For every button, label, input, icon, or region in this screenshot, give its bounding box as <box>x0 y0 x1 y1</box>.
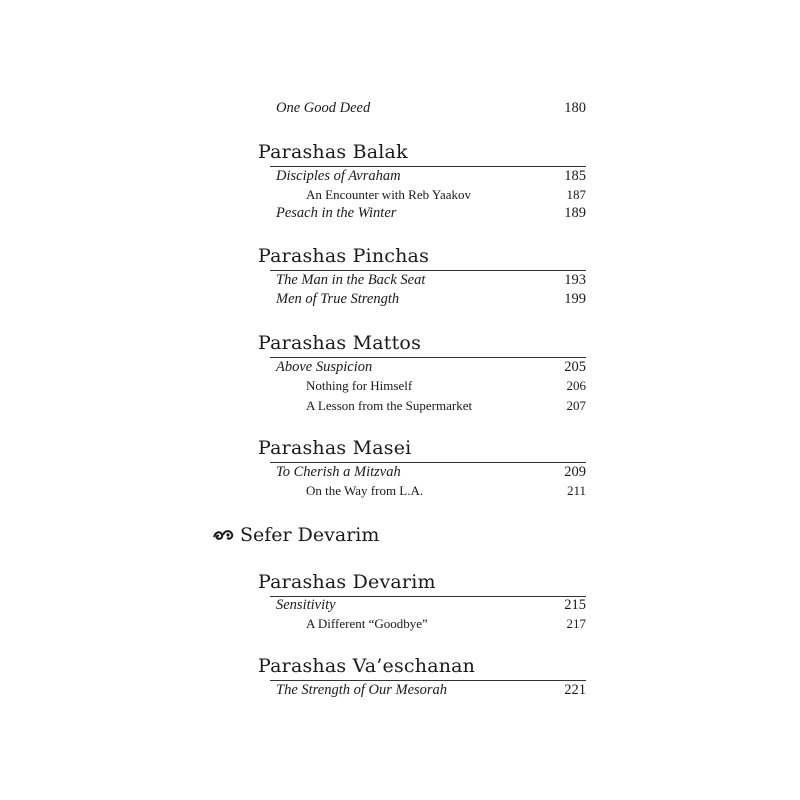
ornament-flourish-icon <box>212 526 234 544</box>
toc-entry[interactable] <box>0 357 800 377</box>
entry-title: Above Suspicion <box>276 359 373 375</box>
toc-entry[interactable] <box>0 462 800 482</box>
toc-entry[interactable] <box>0 166 800 186</box>
parasha-heading: Parashas Balak <box>258 141 408 163</box>
entry-title: Sensitivity <box>276 597 336 613</box>
parasha-heading: Parashas Masei <box>258 437 412 459</box>
toc-subentry[interactable] <box>0 396 800 416</box>
entry-title: On the Way from L.A. <box>306 483 424 498</box>
entry-page-number: 221 <box>564 682 586 698</box>
entry-page-number: 211 <box>566 483 586 498</box>
parasha-heading: Parashas Mattos <box>258 332 422 354</box>
entry-page-number: 217 <box>566 616 586 631</box>
entry-page-number: 193 <box>564 272 586 288</box>
entry-title: A Lesson from the Supermarket <box>306 398 473 413</box>
toc-entry[interactable] <box>0 680 800 700</box>
parasha-heading: Parashas Devarim <box>258 571 436 593</box>
entry-title: The Man in the Back Seat <box>276 272 426 288</box>
entry-title: One Good Deed <box>276 100 371 116</box>
entry-page-number: 187 <box>566 187 586 202</box>
entry-page-number: 199 <box>564 291 586 307</box>
entry-page-number: 185 <box>564 168 586 184</box>
entry-page-number: 215 <box>564 597 586 613</box>
toc-subentry[interactable] <box>0 185 800 205</box>
toc-entry[interactable] <box>0 203 800 223</box>
sefer-heading <box>212 522 379 548</box>
entry-title: The Strength of Our Mesorah <box>276 682 448 698</box>
entry-title: Disciples of Avraham <box>276 168 401 184</box>
entry-title: To Cherish a Mitzvah <box>276 464 401 480</box>
toc-subentry[interactable] <box>0 376 800 396</box>
entry-page-number: 205 <box>564 359 586 375</box>
toc-subentry[interactable] <box>0 614 800 634</box>
entry-title: An Encounter with Reb Yaakov <box>306 187 472 202</box>
toc-entry[interactable] <box>0 270 800 290</box>
entry-title: Pesach in the Winter <box>276 205 397 221</box>
toc-subentry[interactable] <box>0 481 800 501</box>
toc-entry[interactable] <box>0 289 800 309</box>
toc-entry[interactable] <box>0 98 800 118</box>
entry-title: Men of True Strength <box>276 291 400 307</box>
entry-title: Nothing for Himself <box>306 378 413 393</box>
parasha-heading: Parashas Pinchas <box>258 245 430 267</box>
parasha-heading: Parashas Va’eschanan <box>258 655 476 677</box>
sefer-title: Sefer Devarim <box>240 524 380 546</box>
toc-entry[interactable] <box>0 595 800 615</box>
entry-page-number: 209 <box>564 464 586 480</box>
entry-page-number: 180 <box>564 100 586 116</box>
entry-page-number: 189 <box>564 205 586 221</box>
entry-page-number: 207 <box>566 398 586 413</box>
entry-page-number: 206 <box>566 378 586 393</box>
entry-title: A Different “Goodbye” <box>306 616 428 631</box>
